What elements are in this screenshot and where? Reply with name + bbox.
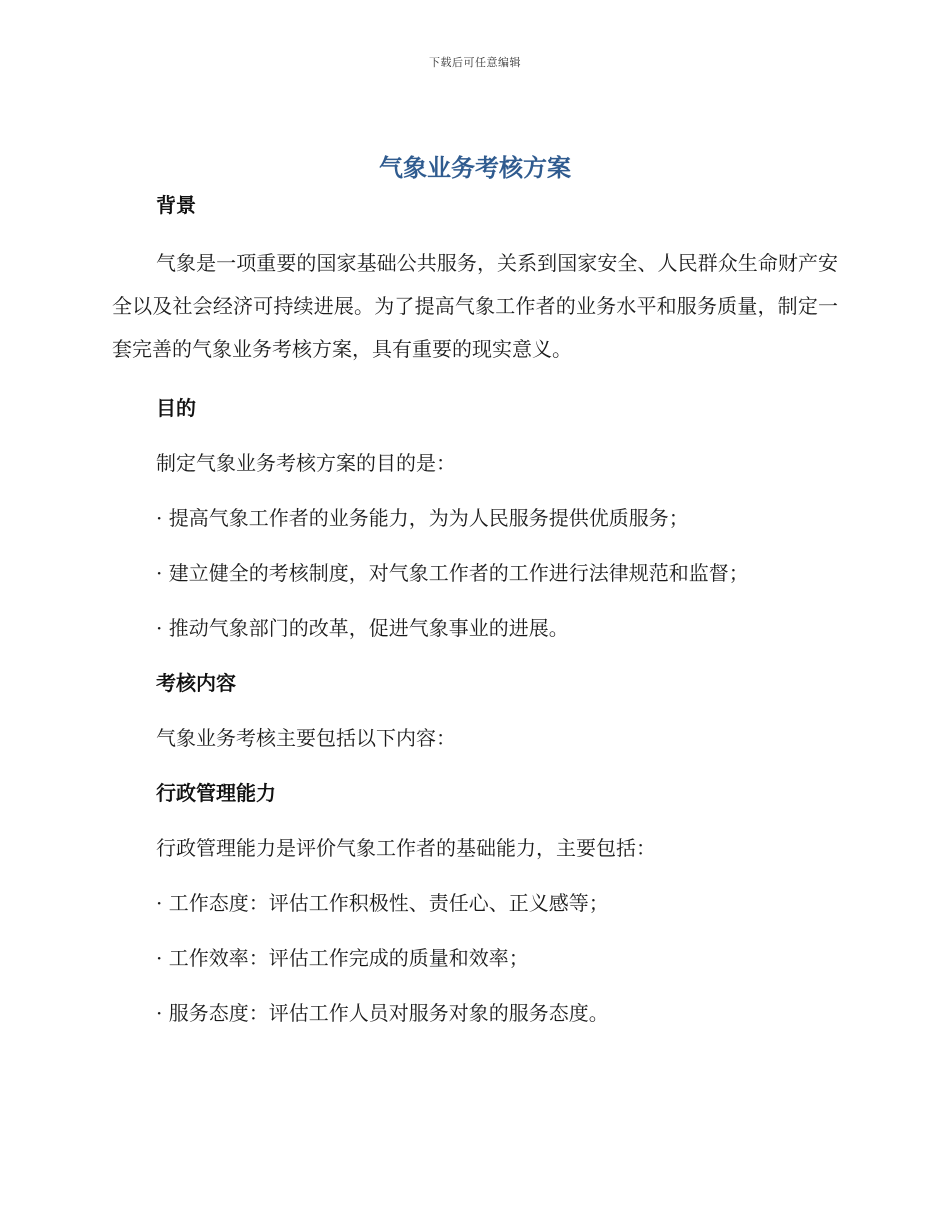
section-heading-background: 背景 — [156, 193, 196, 217]
purpose-item: · 提高气象工作者的业务能力，为为人民服务提供优质服务； — [156, 506, 689, 530]
section-heading-content: 考核内容 — [156, 671, 236, 695]
page-header-note: 下载后可任意编辑 — [429, 56, 521, 69]
purpose-item: · 建立健全的考核制度，对气象工作者的工作进行法律规范和监督； — [156, 561, 749, 585]
content-intro: 气象业务考核主要包括以下内容： — [156, 726, 456, 750]
background-paragraph: 气象是一项重要的国家基础公共服务，关系到国家安全、人民群众生命财产安全以及社会经济可持续进展。为了提高气象工作者的业务水平和服务质量，制定一套完善的气象业务考核方案，具有重要的现实意义。 — [112, 251, 838, 361]
document-body — [112, 188, 838, 1030]
admin-item: · 工作态度：评估工作积极性、责任心、正义感等； — [156, 891, 609, 915]
admin-item: · 工作效率：评估工作完成的质量和效率； — [156, 946, 529, 970]
admin-intro: 行政管理能力是评价气象工作者的基础能力，主要包括： — [156, 836, 656, 860]
purpose-intro: 制定气象业务考核方案的目的是： — [156, 451, 456, 475]
section-heading-purpose: 目的 — [156, 396, 196, 420]
admin-item: · 服务态度：评估工作人员对服务对象的服务态度。 — [156, 1001, 609, 1025]
section-heading-admin: 行政管理能力 — [156, 781, 276, 805]
purpose-item: · 推动气象部门的改革，促进气象事业的进展。 — [156, 616, 569, 640]
document-title: 气象业务考核方案 — [379, 154, 571, 182]
